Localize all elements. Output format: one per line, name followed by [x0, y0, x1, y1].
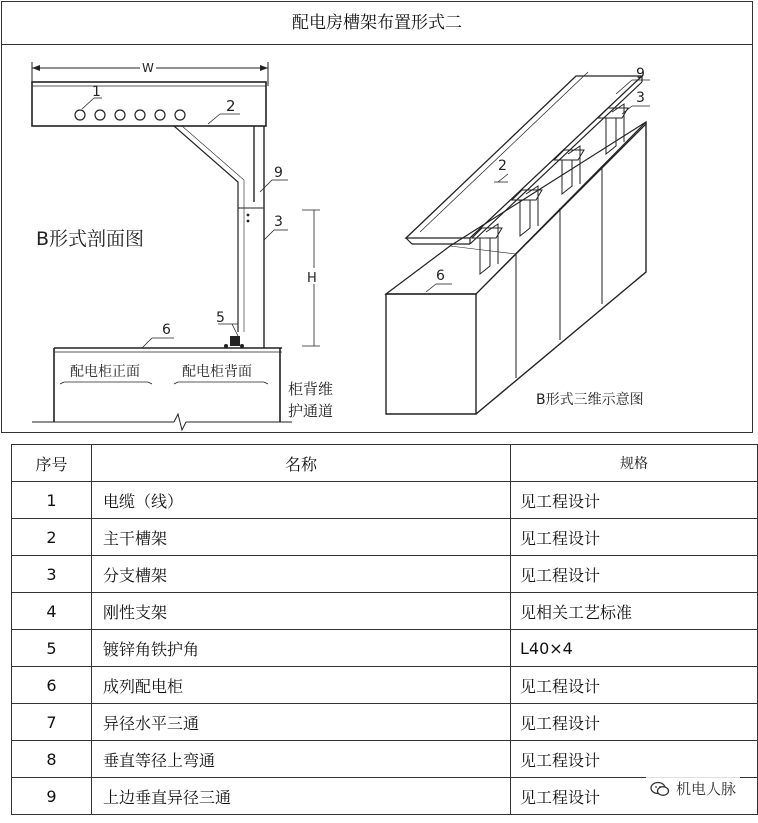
component-table	[11, 444, 758, 815]
wechat-icon	[650, 781, 670, 797]
row-no: 9	[12, 778, 92, 815]
callout-3d-6: 6	[436, 268, 445, 284]
callout-1: 1	[92, 84, 101, 100]
row-spec: 见工程设计	[511, 482, 758, 519]
watermark	[646, 776, 740, 801]
table-row	[12, 482, 758, 519]
row-name: 电缆（线）	[92, 482, 511, 519]
watermark-text: 机电人脉	[675, 780, 736, 798]
row-no: 3	[12, 556, 92, 593]
row-spec: 见工程设计	[511, 519, 758, 556]
callout-2: 2	[226, 97, 236, 115]
aisle-label-line1: 柜背维	[288, 380, 334, 398]
aisle-label-line2: 护通道	[288, 402, 334, 420]
table-row	[12, 556, 758, 593]
section-view-label: B形式剖面图	[36, 228, 145, 250]
row-name: 主干槽架	[92, 519, 511, 556]
table-row	[12, 519, 758, 556]
row-no: 8	[12, 741, 92, 778]
row-spec: L40×4	[511, 630, 758, 667]
table-row	[12, 704, 758, 741]
header-no: 序号	[12, 445, 92, 482]
row-name: 刚性支架	[92, 593, 511, 630]
dim-h-label: H	[307, 271, 317, 286]
header-spec: 规格	[511, 445, 758, 482]
dim-w-label: W	[142, 61, 154, 75]
row-no: 7	[12, 704, 92, 741]
callout-5: 5	[216, 310, 225, 326]
row-spec: 见相关工艺标准	[511, 593, 758, 630]
isometric-view-label: B形式三维示意图	[536, 392, 644, 408]
table-row	[12, 741, 758, 778]
table-row	[12, 630, 758, 667]
row-name: 上边垂直异径三通	[92, 778, 511, 815]
row-name: 镀锌角铁护角	[92, 630, 511, 667]
table-row	[12, 667, 758, 704]
callout-3d-3: 3	[636, 90, 645, 106]
row-spec: 见工程设计	[511, 741, 758, 778]
cabinet-back-label: 配电柜背面	[182, 364, 252, 380]
row-name: 成列配电柜	[92, 667, 511, 704]
row-name: 垂直等径上弯通	[92, 741, 511, 778]
row-spec: 见工程设计	[511, 556, 758, 593]
figure-frame	[1, 1, 753, 433]
row-spec: 见工程设计	[511, 667, 758, 704]
figure-title: 配电房槽架布置形式二	[2, 2, 752, 45]
isometric-view	[386, 66, 650, 414]
row-name: 异径水平三通	[92, 704, 511, 741]
row-no: 4	[12, 593, 92, 630]
row-name: 分支槽架	[92, 556, 511, 593]
table-header-row	[12, 445, 758, 482]
row-spec: 见工程设计	[511, 778, 758, 815]
table-row	[12, 593, 758, 630]
row-no: 6	[12, 667, 92, 704]
callout-3d-9: 9	[636, 66, 645, 82]
callout-6: 6	[162, 322, 171, 338]
row-no: 2	[12, 519, 92, 556]
section-view	[32, 60, 333, 430]
row-no: 1	[12, 482, 92, 519]
callout-3d-2: 2	[498, 158, 507, 174]
technical-drawing	[2, 44, 752, 432]
row-no: 5	[12, 630, 92, 667]
cabinet-front-label: 配电柜正面	[70, 364, 140, 380]
header-name: 名称	[92, 445, 511, 482]
callout-3: 3	[274, 214, 283, 230]
row-spec: 见工程设计	[511, 704, 758, 741]
callout-9: 9	[274, 165, 283, 181]
